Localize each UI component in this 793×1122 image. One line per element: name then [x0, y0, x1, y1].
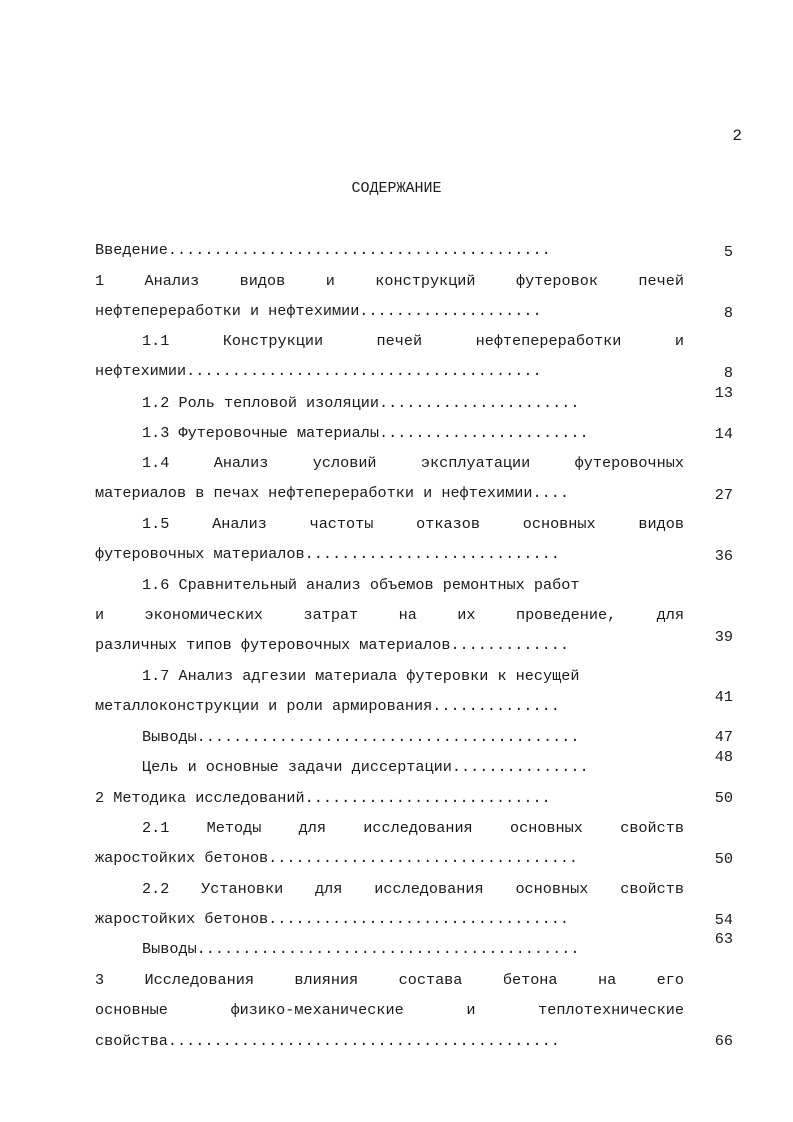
toc-line: Выводы.......................................... [142, 940, 580, 958]
toc-line: 1.1 Конструкции печей нефтепереработки и [142, 332, 684, 350]
toc-line: жаростойких бетонов................................. [95, 910, 569, 928]
toc-line: металлоконструкции и роли армирования.............. [95, 697, 560, 715]
toc-page: 27 [714, 486, 733, 504]
toc-page: 66 [714, 1032, 733, 1050]
toc-line: нефтехимии....................................... [95, 362, 542, 380]
toc-title: СОДЕРЖАНИЕ [351, 180, 442, 197]
toc-page: 14 [714, 425, 733, 443]
toc-page: 48 [714, 748, 733, 766]
toc-line: 1.6 Сравнительный анализ объемов ремонтных работ [142, 576, 580, 594]
toc-line: 2.2 Установки для исследования основных свойств [142, 880, 684, 898]
toc-line: Выводы.......................................... [142, 728, 580, 746]
toc-page: 8 [723, 364, 733, 382]
toc-page: 41 [714, 688, 733, 706]
toc-line: Цель и основные задачи диссертации............... [142, 758, 589, 776]
page-number: 2 [732, 127, 742, 145]
toc-page: 13 [714, 384, 733, 402]
toc-line: 1.5 Анализ частоты отказов основных видов [142, 515, 684, 533]
toc-line: свойства........................................... [95, 1032, 560, 1050]
toc-line: жаростойких бетонов.................................. [95, 849, 579, 867]
toc-page: 8 [723, 304, 733, 322]
toc-line: основные физико-механические и теплотехнические [95, 1001, 684, 1019]
toc-line: 2.1 Методы для исследования основных свойств [142, 819, 684, 837]
toc-page: 5 [723, 243, 733, 261]
toc-page: 50 [714, 850, 733, 868]
toc-page: 54 [714, 911, 733, 929]
toc-line: 1 Анализ видов и конструкций футеровок печей [95, 272, 684, 290]
toc-line: нефтепереработки и нефтехимии.................... [95, 302, 542, 320]
toc-line: различных типов футеровочных материалов............. [95, 636, 569, 654]
toc-line: и экономических затрат на их проведение, для [95, 606, 684, 624]
toc-page: 50 [714, 789, 733, 807]
toc-page: 39 [714, 628, 733, 646]
toc-line: Введение.......................................... [95, 241, 551, 259]
toc-line: 3 Исследования влияния состава бетона на его [95, 971, 684, 989]
toc-line: 1.3 Футеровочные материалы....................... [142, 424, 589, 442]
toc-line: 1.7 Анализ адгезии материала футеровки к несущей [142, 667, 580, 685]
toc-line: материалов в печах нефтепереработки и нефтехимии.... [95, 484, 569, 502]
toc-line: 1.2 Роль тепловой изоляции...................... [142, 394, 580, 412]
toc-line: 1.4 Анализ условий эксплуатации футеровочных [142, 454, 684, 472]
toc-page: 63 [714, 930, 733, 948]
toc-line: 2 Методика исследований........................... [95, 789, 551, 807]
toc-page: 47 [714, 728, 733, 746]
toc-page: 36 [714, 547, 733, 565]
toc-line: футеровочных материалов............................ [95, 545, 560, 563]
